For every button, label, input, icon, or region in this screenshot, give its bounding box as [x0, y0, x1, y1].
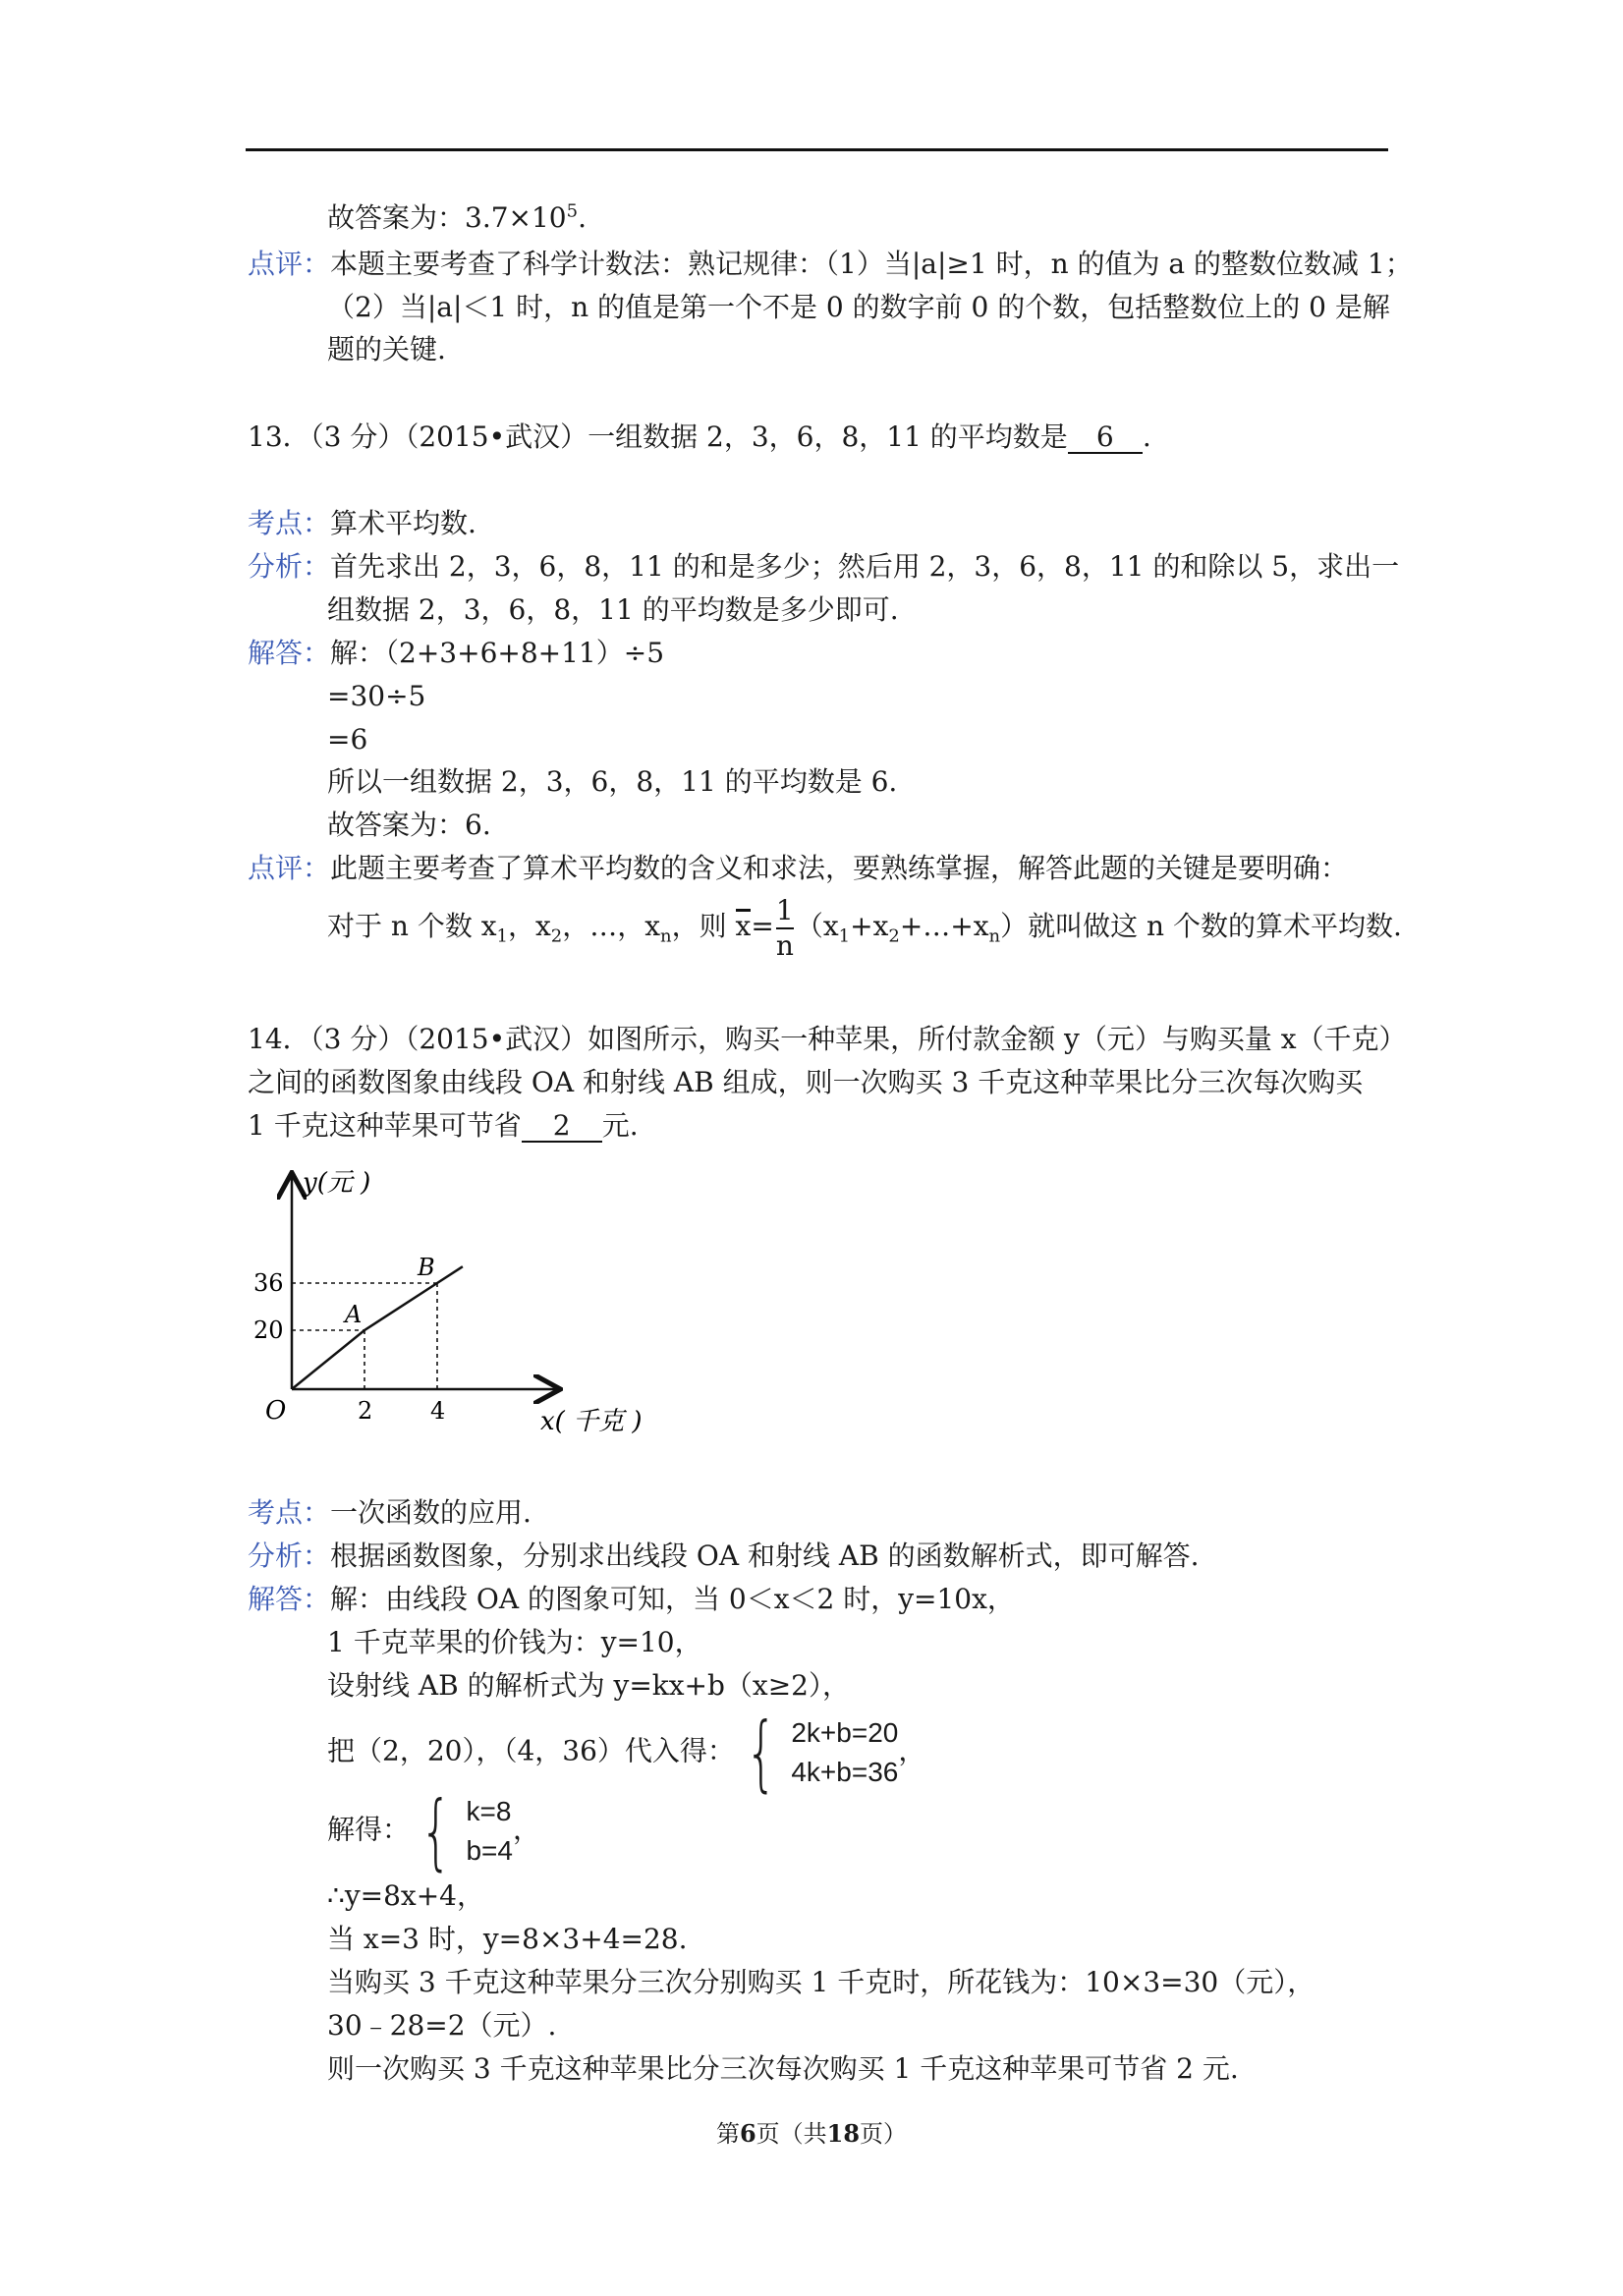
header-rule — [246, 148, 1388, 151]
q14-jieda-line9: 30﹣28=2（元）. — [327, 2009, 557, 2042]
function-graph — [246, 1161, 668, 1446]
equation-system-2: { k=8 b=4 — [420, 1783, 513, 1879]
x-tick-label: 4 — [430, 1397, 446, 1425]
origin-label: O — [265, 1396, 287, 1426]
q13-jieda-line2: =30÷5 — [327, 680, 426, 712]
y-tick-label: 36 — [253, 1269, 284, 1297]
y-tick-label: 20 — [253, 1316, 284, 1344]
equation-system-1: { 2k+b=20 4k+b=36 — [745, 1705, 899, 1801]
q14-question-line2: 之间的函数图象由线段 OA 和射线 AB 组成，则一次购买 3 千克这种苹果比分三次每次购买 — [248, 1066, 1364, 1098]
q14-question-line3: 1 千克这种苹果可节省 2 元. — [248, 1109, 639, 1142]
q14-kaodian: 考点：一次函数的应用. — [248, 1496, 532, 1529]
q14-question-line1: 14．（3 分）（2015•武汉）如图所示，购买一种苹果，所付款金额 y（元）与购买量 x（千克） — [248, 1023, 1407, 1055]
q13-jieda-line3: =6 — [327, 723, 368, 756]
q14-fenxi: 分析：根据函数图象，分别求出线段 OA 和射线 AB 的函数解析式，即可解答. — [248, 1540, 1200, 1572]
review-tag: 点评： — [248, 248, 331, 280]
q14-jieda: 解答：解：由线段 OA 的图象可知，当 0＜x＜2 时，y=10x， — [248, 1583, 1015, 1615]
q13-mean-formula: 对于 n 个数 $x_1$，$x_2$，…，$x_n$，则 x= $\frac{1}{n}$ $(x_1+x_2+\dots+x_n)$就叫做这 n 个数的算术平均数. — [327, 893, 1402, 962]
q13-question: 13．（3 分）（2015•武汉）一组数据 2，3，6，8，11 的平均数是 6 . — [248, 420, 1151, 453]
q13-fenxi-line2: 组数据 2，3，6，8，11 的平均数是多少即可. — [327, 593, 899, 626]
q14-jieda-line6: ∴y=8x+4， — [327, 1879, 484, 1912]
q13-jieda-line5: 故答案为：6. — [327, 809, 491, 841]
q14-jieda-line3: 设射线 AB 的解析式为 y=kx+b（x≥2）， — [327, 1669, 850, 1702]
q14-jieda-line2: 1 千克苹果的价钱为：y=10， — [327, 1626, 702, 1658]
p12-review-line2: （2）当|a|＜1 时，n 的值是第一个不是 0 的数字前 0 的个数，包括整数位上的 0 是解 — [327, 291, 1390, 323]
p12-answer: 故答案为：$3.7\times 10^5$. — [327, 200, 587, 234]
q13-fenxi: 分析：首先求出 2，3，6，8，11 的和是多少；然后用 2，3，6，8，11 的和除以 5，求出一 — [248, 550, 1400, 583]
point-label-A: A — [345, 1301, 363, 1328]
x-tick-label: 2 — [358, 1397, 373, 1425]
x-axis-label: x( 千克 ) — [540, 1407, 643, 1436]
p12-review: 点评：本题主要考查了科学计数法：熟记规律：（1）当|a|≥1 时，n 的值为 a 的整数位数减 1； — [248, 248, 1413, 280]
q13-dianping: 点评：此题主要考查了算术平均数的含义和求法，要熟练掌握，解答此题的关键是要明确： — [248, 852, 1349, 884]
y-axis-label: y(元 ) — [303, 1168, 371, 1198]
page-footer: 第6页（共18页） — [715, 2119, 908, 2148]
point-label-B: B — [418, 1254, 435, 1281]
p12-review-line3: 题的关键. — [327, 333, 446, 365]
q13-jieda-line4: 所以一组数据 2，3，6，8，11 的平均数是 6. — [327, 765, 898, 798]
q13-kaodian: 考点：算术平均数. — [248, 507, 476, 539]
q14-jieda-line10: 则一次购买 3 千克这种苹果比分三次每次购买 1 千克这种苹果可节省 2 元. — [327, 2052, 1239, 2085]
q13-answer-blank: 6 — [1068, 422, 1143, 454]
q14-jieda-line5: 解得： { k=8 b=4 ， — [327, 1783, 540, 1879]
q13-jieda: 解答：解：（2+3+6+8+11）÷5 — [248, 637, 665, 669]
q14-answer-blank: 2 — [522, 1111, 602, 1143]
q14-jieda-line7: 当 x=3 时，y=8×3+4=28. — [327, 1923, 688, 1955]
q14-jieda-line4: 把（2，20），（4，36）代入得： { 2k+b=20 4k+b=36 ， — [327, 1705, 926, 1801]
q14-jieda-line8: 当购买 3 千克这种苹果分三次分别购买 1 千克时，所花钱为：10×3=30（元）， — [327, 1966, 1315, 1998]
